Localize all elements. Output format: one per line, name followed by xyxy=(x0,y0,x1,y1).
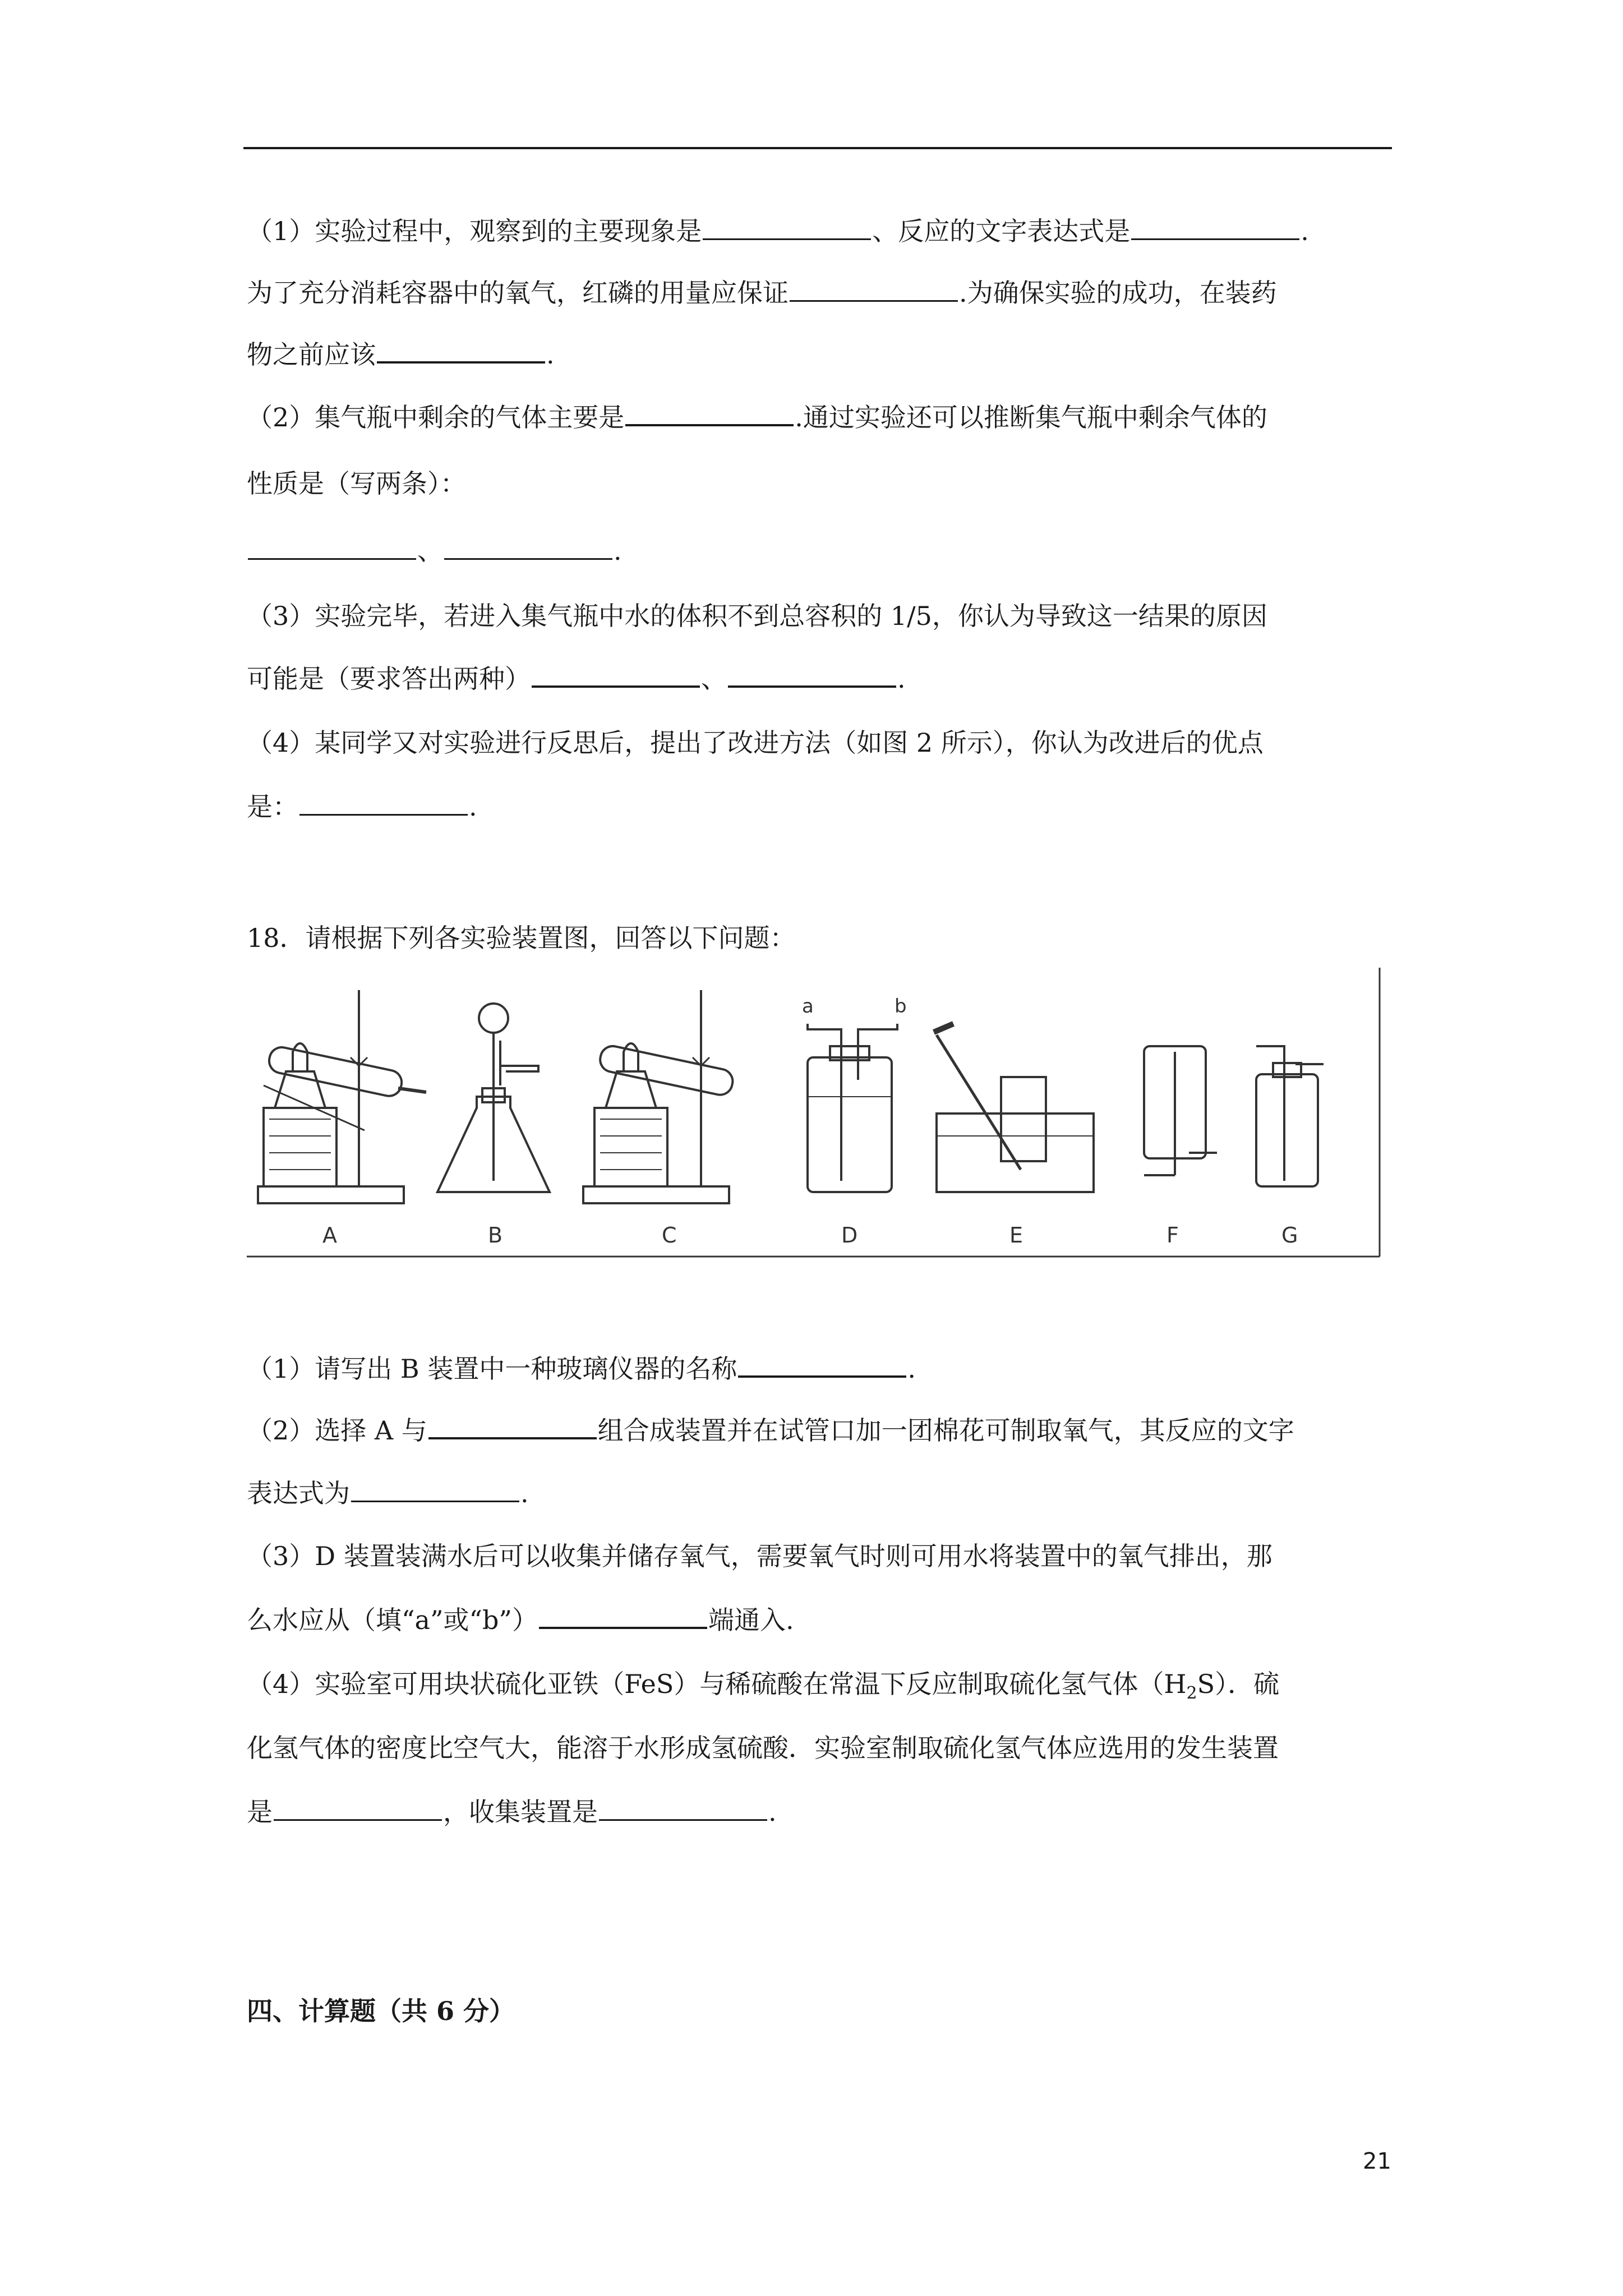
lab-apparatus-figure xyxy=(247,968,1385,1265)
answer-blank[interactable] xyxy=(728,662,896,688)
q18-p1: （1）请写出 B 装置中一种玻璃仪器的名称 . xyxy=(247,1352,916,1386)
apparatus-a xyxy=(258,990,426,1203)
q17-p4-line2: 是： . xyxy=(247,792,477,822)
q17-p1-line2: 为了充分消耗容器中的氧气，红磷的用量应保证 .为确保实验的成功，在装药 xyxy=(247,278,1277,308)
q18-p3-line2: 么水应从（填“a”或“b”） 端通入. xyxy=(247,1603,794,1637)
q17-p3-line2: 可能是（要求答出两种） 、 . xyxy=(247,662,906,696)
q18-p2-line1: （2）选择 A 与 组合成装置并在试管口加一团棉花可制取氧气，其反应的文字 xyxy=(247,1414,1294,1447)
apparatus-g xyxy=(1256,1046,1324,1186)
answer-blank[interactable] xyxy=(625,401,794,426)
q18-p4-line2: 化氢气体的密度比空气大，能溶于水形成氢硫酸．实验室制取硫化氢气体应选用的发生装置 xyxy=(247,1733,1279,1763)
q18-p2-line2: 表达式为 . xyxy=(247,1478,529,1508)
figure-label-e: E xyxy=(1009,1223,1023,1248)
q18-p3-line1: （3）D 装置装满水后可以收集并储存氧气，需要氧气时则可用水将装置中的氧气排出，那 xyxy=(247,1541,1272,1571)
answer-blank[interactable] xyxy=(1131,215,1299,240)
figure-label-g: G xyxy=(1281,1223,1298,1248)
answer-blank[interactable] xyxy=(539,1603,707,1629)
q17-p2-line1: （2）集气瓶中剩余的气体主要是 .通过实验还可以推断集气瓶中剩余气体的 xyxy=(247,401,1267,434)
answer-blank[interactable] xyxy=(428,1414,597,1439)
q18-p4-line3: 是 ，收集装置是 . xyxy=(247,1797,777,1827)
answer-blank[interactable] xyxy=(738,1352,906,1378)
header-rule xyxy=(243,147,1392,149)
figure-label-a: A xyxy=(322,1223,337,1248)
apparatus-c xyxy=(583,990,735,1203)
section-4-title: 四、计算题（共 6 分） xyxy=(247,1996,515,2026)
apparatus-f xyxy=(1144,1046,1217,1175)
q17-p1-line1: （1）实验过程中，观察到的主要现象是 、反应的文字表达式是 . xyxy=(247,216,1309,246)
figure-label-f: F xyxy=(1166,1223,1179,1248)
q17-p3-line1: （3）实验完毕，若进入集气瓶中水的体积不到总容积的 1/5，你认为导致这一结果的原因 xyxy=(247,601,1267,631)
answer-blank[interactable] xyxy=(299,790,468,816)
q18-p4-line1: （4）实验室可用块状硫化亚铁（FeS）与稀硫酸在常温下反应制取硫化氢气体$(H_2S)$．硫 xyxy=(247,1669,1280,1704)
q18-title: 18．请根据下列各实验装置图，回答以下问题： xyxy=(247,923,796,953)
figure-label-d: D xyxy=(841,1223,858,1248)
d-tube-label-a: a xyxy=(802,995,814,1018)
page-number: 21 xyxy=(1363,2148,1391,2174)
answer-blank[interactable] xyxy=(703,215,871,240)
apparatus-d xyxy=(802,995,907,1192)
figure-label-b: B xyxy=(488,1223,503,1248)
apparatus-b xyxy=(437,1004,550,1192)
answer-blank[interactable] xyxy=(274,1796,442,1821)
answer-blank[interactable] xyxy=(248,535,416,560)
q17-p2-line2: 性质是（写两条）： xyxy=(247,468,466,499)
answer-blank[interactable] xyxy=(790,277,958,302)
figure-label-c: C xyxy=(662,1223,677,1248)
d-tube-label-b: b xyxy=(895,995,907,1018)
answer-blank[interactable] xyxy=(377,338,545,364)
answer-blank[interactable] xyxy=(532,662,700,688)
q17-p2-line3: 、 . xyxy=(247,534,622,568)
q17-p1-line3: 物之前应该 . xyxy=(247,338,555,371)
answer-blank[interactable] xyxy=(599,1796,767,1821)
q17-p4-line1: （4）某同学又对实验进行反思后，提出了改进方法（如图 2 所示），你认为改进后的优点 xyxy=(247,728,1264,758)
answer-blank[interactable] xyxy=(351,1477,519,1502)
apparatus-e xyxy=(934,1024,1094,1192)
answer-blank[interactable] xyxy=(444,535,612,560)
